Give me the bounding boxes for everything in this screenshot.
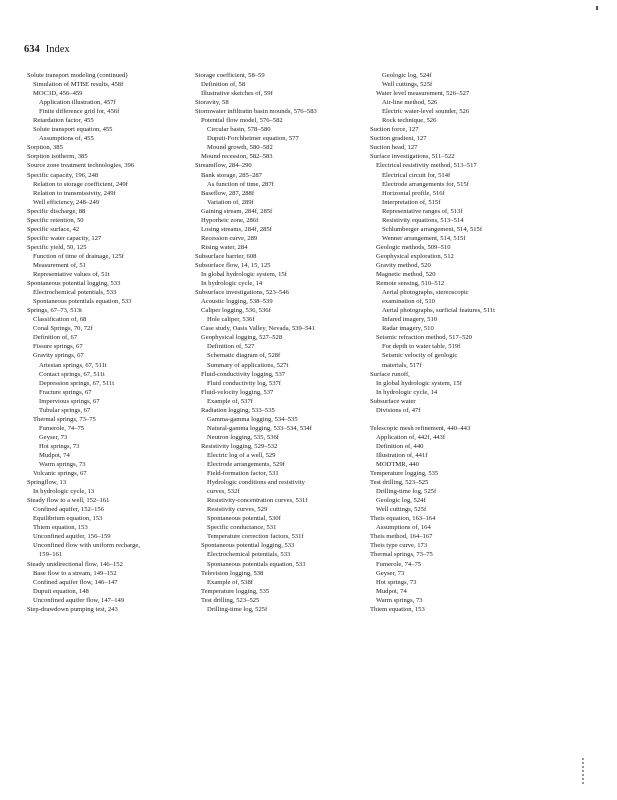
index-entry: Electrical circuit for, 514f [382,171,451,179]
index-entry: Tubular springs, 67 [39,406,91,414]
index-entry: Storage coefficient, 58–59 [195,72,265,79]
index-entry: Aerial photographs, surficial features, 511t [382,307,495,315]
index-entry: Field-formation factor, 531 [207,470,279,478]
index-entry: Impervious springs, 67 [39,397,100,405]
index-entry: Rising water, 284 [201,243,248,251]
index-column-3 [370,71,550,614]
index-entry: materials, 517f [382,361,422,369]
index-entry: Measurement of, 51 [33,261,86,269]
index-entry: Radiation logging, 533–535 [201,406,275,414]
index-entry: Well efficiency, 248–249 [33,198,100,206]
index-entry: Definition of, 527 [207,343,255,351]
index-entry: Steady flow to a well, 152–161 [27,497,110,505]
index-entry: Hyporheic zone, 286f [201,216,259,224]
index-entry: Specific water capacity, 127 [27,234,102,242]
index-entry: Unconfined aquifer, 156–159 [33,533,111,541]
index-entry: Thermal springs, 73–75 [370,551,433,559]
index-entry: Unconfined aquifer flow, 147–149 [33,596,125,604]
index-entry: curves, 532f [207,488,240,496]
index-entry: Test drilling, 523–525 [370,479,429,487]
index-entry: Definition of, 67 [33,334,78,342]
index-entry: Relation to storage coefficient, 249f [33,180,128,188]
index-entry: Schematic diagram of, 528f [207,352,281,360]
index-entry: Contact springs, 67, 511t [39,370,105,378]
index-entry: Warm springs, 73 [376,596,423,604]
index-entry: Case study, Oasis Valley, Nevada, 539–541 [201,325,316,333]
index-entry: Gravity method, 520 [376,261,431,269]
index-column-1 [27,71,195,614]
index-entry: Mudpot, 74 [376,587,407,595]
index-entry: Representative ranges of, 513f [382,207,463,215]
index-entry: Subsurface barrier, 608 [195,252,257,260]
index-entry: Magnetic method, 520 [376,271,436,279]
index-entry: Conal Springs, 70, 72f [33,325,93,333]
index-entry: Bank storage, 285–287 [201,171,262,179]
index-column-2 [195,71,365,614]
index-entry: Well cuttings, 525f [376,506,427,514]
index-entry: Classification of, 68 [33,316,87,324]
index-entry: Baseflow, 287, 288f [201,189,255,197]
index-entry: Application illustration, 457f [39,99,116,107]
index-entry: Television logging, 538 [201,569,264,577]
index-entry: Geophysical exploration, 512 [376,252,454,260]
index-entry: Artesian springs, 67, 511t [39,361,107,369]
index-entry: Electric log of a well, 529 [207,451,276,459]
index-entry: Water level measurement, 526–527 [376,90,470,98]
index-entry: Volcanic springs, 67 [33,470,87,478]
index-entry: Theis equation, 163–164 [370,515,436,523]
index-entry: Electrode arrangements, 529f [207,461,285,469]
index-entry: Resistivity logging, 529–532 [201,442,278,450]
index-entry: Thiem equation, 153 [33,524,88,532]
index-entry: Warm springs, 73 [39,461,86,469]
index-entry: In global hydrologic system, 15f [201,271,287,279]
index-entry: Fissure springs, 67 [33,343,83,351]
index-entry: Finite difference grid for, 456f [39,108,120,116]
index-entry: examination of, 510 [382,298,435,306]
index-entry: MODTMR, 440 [376,461,419,469]
index-entry: In hydrologic cycle, 13 [33,488,95,496]
index-entry: Simulation of MTBE results, 458f [33,81,124,89]
corner-mark [596,6,598,10]
index-entry: Drilling-time log, 525f [376,488,437,496]
index-entry: Unconfined flow with uniform recharge, [33,542,140,550]
index-entry: Theis method, 164–167 [370,533,433,541]
index-entry: Subsurface investigations, 523–546 [195,289,289,297]
page-title: Index [45,44,70,55]
index-entry: Assumptions of, 455 [39,135,94,143]
index-entry: Suction force, 127 [370,126,419,134]
index-entry: Resistivity-concentration curves, 531f [207,497,308,505]
index-entry: Radar imagery, 510 [382,325,434,333]
index-entry: 159–161 [39,551,63,559]
index-entry: Gravity springs, 67 [33,352,84,360]
index-entry: Specific retention, 50 [27,216,84,224]
index-entry: Sorption isotherm, 385 [27,153,88,161]
index-entry: Subsurface water [370,397,416,405]
index-entry: Specific conductance, 531 [207,524,277,532]
index-entry: Spontaneous potentials equation, 533 [33,298,132,306]
index-entry: Geyser, 73 [39,433,68,441]
index-entry: Suction gradient, 127 [370,135,427,143]
index-entry: Thiem equation, 153 [370,605,425,613]
index-entry: Example of, 537f [207,397,253,405]
page-header [24,44,70,55]
index-entry: Wenner arrangement, 514, 515f [382,234,466,242]
index-entry: Variation of, 289f [207,198,254,206]
index-entry: Spontaneous potentials equation, 533 [207,560,306,568]
index-entry: Dupuit-Forchheimer equation, 577 [207,135,299,143]
index-entry: Hot springs, 73 [39,442,80,450]
index-entry: Stormwater infiltratin basin mounds, 576–583 [195,108,317,116]
index-entry: Surface investigations, 511–522 [370,153,455,161]
index-entry: Temperature logging, 535 [201,587,270,595]
index-entry: Solute transport modeling (continued) [27,72,128,79]
index-entry: Electrochemical potentials, 533 [207,551,291,559]
index-entry: Fumerole, 74–75 [39,424,85,432]
page-number: 634 [24,44,40,55]
index-entry: Interpretation of, 515f [382,198,441,206]
index-entry: Temperature logging, 535 [370,470,439,478]
index-entry: Storavity, 58 [195,99,229,107]
index-gap [370,415,550,424]
index-entry: Hydrologic conditions and resistivity [207,479,305,487]
index-entry: Geophysical logging, 527–528 [201,334,283,342]
index-entry: Electric water-level sounder, 526 [382,108,470,116]
index-entry: Acoustic logging, 538–539 [201,298,273,306]
index-entry: Application of, 442f, 443f [376,433,446,441]
index-entry: Specific yield, 50, 125 [27,243,87,251]
index-entry: Depression springs, 67, 511t [39,379,115,387]
index-entry: Subsurface flow, 14, 15, 125 [195,261,271,269]
index-entry: Specific surface, 42 [27,225,80,233]
index-entry: Circular basin, 578–580 [207,126,271,134]
index-entry: In hydrologic cycle, 14 [376,388,438,396]
index-entry: Example of, 538f [207,578,253,586]
index-entry: Confined aquifer, 152–156 [33,506,104,514]
index-entry: Potential flow model, 576–582 [201,117,283,125]
index-entry: Air-line method, 526 [382,99,438,107]
index-entry: Electrode arrangements for, 515f [382,180,469,188]
index-entry: Resistivity curves, 529 [207,506,268,514]
index-entry: Well cuttings, 525f [382,81,433,89]
index-entry: Natural-gamma logging, 533–534, 534f [207,424,312,432]
index-entry: Spontaneous potential, 530f [207,515,281,523]
index-entry: Steady unidirectional flow, 146–152 [27,560,123,568]
index-entry: Aerial photographs, stereoscopic [382,289,469,297]
index-entry: Resistivity equations, 513–514 [382,216,464,224]
index-entry: Electrical resistivity method, 513–517 [376,162,477,170]
index-entry: Source zone treatment technologies, 396 [27,162,135,170]
index-entry: Streamflow, 284–290 [195,162,252,170]
index-entry: Temperature correction factors, 531f [207,533,304,541]
index-entry: Step-drawdown pumping test, 243 [27,605,118,613]
index-entry: Illustration of, 441f [376,451,428,459]
index-entry: Electrochemical potentials, 533 [33,289,117,297]
index-entry: Mudpot, 74 [39,451,70,459]
index-entry: MOC3D, 456–459 [33,90,83,98]
index-entry: Fluid conductivity log, 537f [207,379,281,387]
index-entry: Representative values of, 51t [33,271,110,279]
index-entry: Dupuit equation, 148 [33,587,89,595]
index-entry: Divisions of, 47f [376,406,421,414]
index-entry: Geologic log, 524f [376,497,426,505]
index-entry: Specific capacity, 196, 248 [27,171,99,179]
index-entry: Geyser, 73 [376,569,405,577]
index-entry: Function of time of drainage, 125f [33,252,124,260]
index-entry: Assumptions of, 164 [376,524,431,532]
index-entry: Specific discharge, 88 [27,207,86,215]
margin-mark [582,758,584,786]
index-entry: Rock technique, 526 [382,117,437,125]
index-entry: Illustrative sketches of, 59f [201,90,273,98]
index-entry: For depth to water table, 519f [382,343,461,351]
index-entry: Spontaneous potential logging, 533 [27,280,121,288]
index-entry: Remote sensing, 510–512 [376,280,445,288]
index-entry: Mound growth, 580–582 [207,144,273,152]
index-entry: Geologic methods, 509–510 [376,243,451,251]
index-entry: Infared imagery, 510 [382,316,438,324]
index-entry: Sorption, 385 [27,144,63,152]
index-entry: Confined aquifer flow, 146–147 [33,578,118,586]
index-entry: Spontaneous potential logging, 533 [201,542,295,550]
index-entry: Telescopic mesh refinement, 440–443 [370,424,471,432]
index-entry: Definition of, 440 [376,442,424,450]
index-entry: Thermal springs, 73–75 [33,415,96,423]
index-entry: Equilibrium equation, 153 [33,515,103,523]
index-entry: Test drilling, 523–525 [201,596,260,604]
index-entry: Schlumberger arrangement, 514, 515f [382,225,483,233]
index-entry: Fluid-velocity logging, 537 [201,388,274,396]
index-entry: Solute transport equation, 455 [33,126,113,134]
index-entry: Relation to transmissivity, 249f [33,189,116,197]
index-entry: Summary of applications, 527t [207,361,289,369]
index-entry: Geologic log, 524f [382,72,432,79]
index-entry: Surface runoff, [370,370,410,378]
index-entry: Recession curve, 289 [201,234,258,242]
index-entry: Fluid-conductivity logging, 537 [201,370,286,378]
index-entry: Hole caliper, 536f [207,316,255,324]
index-entry: Fracture springs, 67 [39,388,92,396]
index-entry: Springflow, 13 [27,479,67,487]
index-entry: Fumerole, 74–75 [376,560,422,568]
index-entry: Springs, 67–73, 513t [27,307,82,315]
index-entry: In hydrologic cycle, 14 [201,280,263,288]
index-entry: Theis type curve, 173 [370,542,428,550]
index-entry: Base flow to a stream, 149–152 [33,569,117,577]
index-entry: Neutron logging, 535, 536f [207,433,279,441]
index-entry: Mound recession, 582–583 [201,153,273,161]
index-entry: Hot springs, 73 [376,578,417,586]
index-entry: Drilling-time log, 525f [207,605,268,613]
index-entry: Gamma-gamma logging, 534–535 [207,415,298,423]
index-entry: In global hydrologic system, 15f [376,379,462,387]
index-entry: Losing streams, 284f, 285f [201,225,272,233]
index-entry: Seismic refraction method, 517–520 [376,334,472,342]
index-entry: Caliper logging, 536, 536f [201,307,271,315]
index-entry: Seismic velocity of geologic [382,352,458,360]
index-entry: As function of time, 287f [207,180,274,188]
index-entry: Gaining stream, 284f, 285f [201,207,273,215]
index-entry: Retardation factor, 455 [33,117,94,125]
index-entry: Definition of, 58 [201,81,246,89]
index-entry: Horizontal profile, 516f [382,189,445,197]
index-entry: Suction head, 127 [370,144,418,152]
